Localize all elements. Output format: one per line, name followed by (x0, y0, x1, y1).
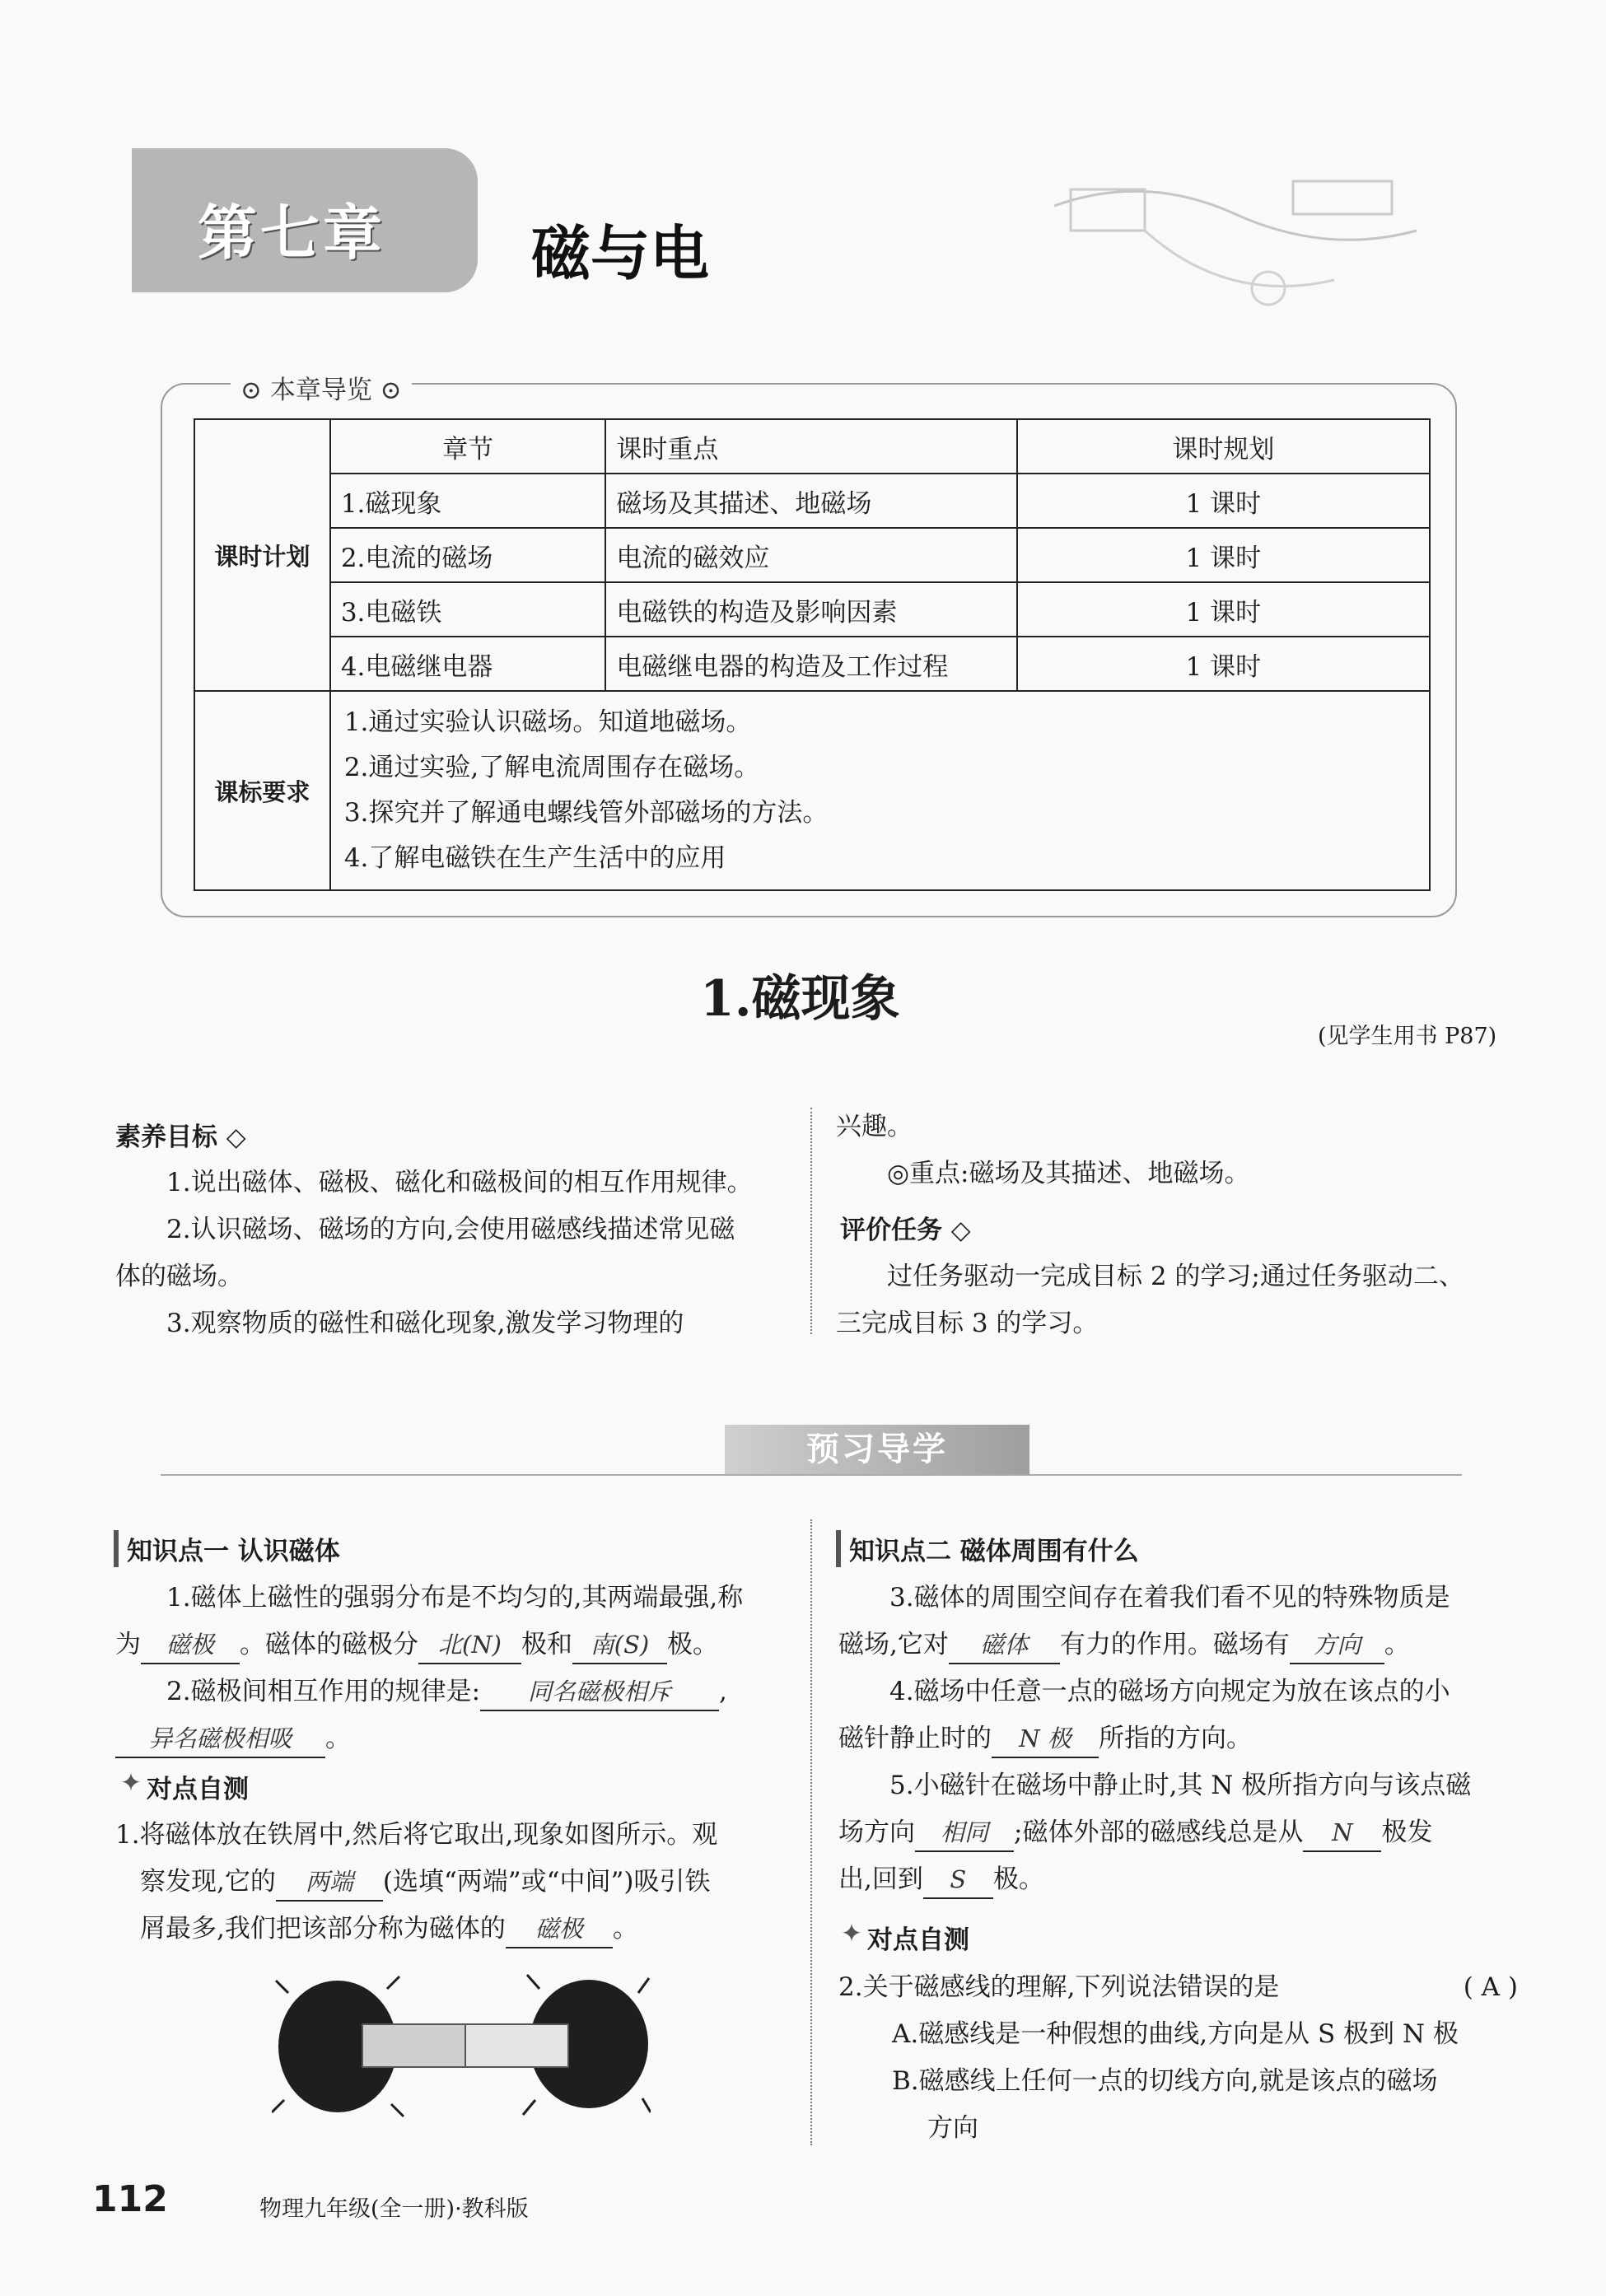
self-test-label: ✦ 对点自测 (836, 1919, 969, 1956)
kp1-heading: 知识点一 认识磁体 (114, 1530, 340, 1567)
text: 为 (115, 1630, 141, 1659)
goals-heading: 素养目标 ◇ (115, 1122, 246, 1152)
chapter-number: 第七章 (198, 198, 386, 268)
kp2-line (838, 1856, 1522, 1903)
text: 极。 (667, 1630, 718, 1659)
text: 屑最多,我们把该部分称为磁体的 (140, 1914, 506, 1944)
preview-banner: 预习导学 (725, 1425, 1029, 1474)
answer-blank: 异名磁极相吸 (115, 1720, 325, 1758)
ex1-line (115, 1859, 799, 1906)
text: 有力的作用。磁场有 (1059, 1630, 1290, 1659)
ex2-option-b: 方向 (927, 2113, 978, 2143)
row-hours: 1 课时 (1017, 582, 1430, 637)
chapter-title: 磁与电 (531, 219, 710, 288)
req-item: 3.探究并了解通电螺线管外部磁场的方法。 (343, 798, 829, 828)
answer-blank: 北(N) (418, 1626, 521, 1664)
ex2-option-a: A.磁感线是一种假想的曲线,方向是从 S 极到 N 极 (892, 2019, 1459, 2049)
ex1-line (115, 1906, 799, 1953)
row-section: 1.磁现象 (330, 474, 606, 528)
goal-item: 1.说出磁体、磁极、磁化和磁极间的相互作用规律。 (166, 1168, 753, 1197)
row-focus: 电磁继电器的构造及工作过程 (605, 637, 1016, 691)
text: 极发 (1381, 1818, 1433, 1847)
row-focus: 磁场及其描述、地磁场 (605, 474, 1016, 528)
ex2 (838, 1964, 1522, 2152)
answer-blank: 方向 (1290, 1626, 1384, 1664)
column-divider (810, 1108, 812, 1334)
header-section: 章节 (330, 419, 606, 474)
text: 极和 (521, 1630, 572, 1659)
text: 磁针静止时的 (838, 1724, 992, 1753)
table-row (194, 582, 1430, 637)
req-label: 课标要求 (194, 691, 330, 890)
kp1-q1-answers (115, 1622, 799, 1668)
text: 。 (612, 1914, 638, 1944)
kp2-line (838, 1622, 1522, 1668)
row-focus: 电磁铁的构造及影响因素 (605, 582, 1016, 637)
page-number: 112 (92, 2178, 168, 2220)
row-section: 4.电磁继电器 (330, 637, 606, 691)
answer-blank: 两端 (276, 1864, 383, 1902)
req-item: 2.通过实验,了解电流周围存在磁场。 (343, 753, 760, 782)
tasks-text (836, 1253, 1520, 1347)
banner-line (161, 1474, 1462, 1476)
row-hours: 1 课时 (1017, 474, 1430, 528)
text: 磁场,它对 (838, 1630, 949, 1659)
ex1-line: 1.将磁体放在铁屑中,然后将它取出,现象如图所示。观 (115, 1820, 718, 1850)
answer-blank: 磁体 (949, 1626, 1060, 1664)
task-line: 过任务驱动一完成目标 2 的学习;通过任务驱动二、 (887, 1262, 1464, 1291)
ex2-answer: ( A ) (1463, 1972, 1518, 2002)
answer-blank: 磁极 (506, 1911, 613, 1948)
table-row (194, 637, 1430, 691)
kp1-body (115, 1575, 799, 1762)
kp2-line: 3.磁体的周围空间存在着我们看不见的特殊物质是 (889, 1583, 1450, 1612)
text: 场方向 (838, 1818, 915, 1847)
answer-blank: N 极 (992, 1720, 1099, 1758)
row-section: 2.电流的磁场 (330, 528, 606, 582)
row-focus: 电流的磁效应 (605, 528, 1016, 582)
answer-blank: 磁极 (141, 1626, 240, 1664)
text: 极。 (992, 1864, 1044, 1894)
ex2-stem (838, 1964, 1522, 2011)
text: 。 (325, 1724, 351, 1753)
req-item: 4.了解电磁铁在生产生活中的应用 (343, 843, 726, 873)
goal-item: 3.观察物质的磁性和磁化现象,激发学习物理的 (166, 1309, 684, 1338)
decorative-sketch (1021, 156, 1466, 321)
text: 。 (1384, 1630, 1410, 1659)
self-test-label: ✦ 对点自测 (115, 1768, 249, 1805)
row-hours: 1 课时 (1017, 637, 1430, 691)
guide-label: ⊙ 本章导览 ⊙ (231, 369, 412, 406)
kp2-line (838, 1715, 1522, 1762)
row-hours: 1 课时 (1017, 528, 1430, 582)
text: , (719, 1677, 727, 1706)
magnet-iron-filings-image (272, 1968, 651, 2121)
text: 2.磁极间相互作用的规律是: (166, 1677, 481, 1706)
kp2-heading: 知识点二 磁体周围有什么 (836, 1530, 1139, 1567)
goals-list (115, 1160, 795, 1347)
header-hours: 课时规划 (1017, 419, 1430, 474)
req-item: 1.通过实验认识磁场。知道地磁场。 (343, 707, 752, 737)
goals-continued (836, 1104, 1520, 1197)
row-section: 3.电磁铁 (330, 582, 606, 637)
column-divider (810, 1519, 812, 2145)
tasks-heading: 评价任务 ◇ (840, 1216, 971, 1245)
kp2-line (838, 1809, 1522, 1856)
ex2-option-b: B.磁感线上任何一点的切线方向,就是该点的磁场 (892, 2066, 1438, 2096)
requirements (330, 691, 1430, 890)
table-row (194, 528, 1430, 582)
kp2-line: 5.小磁针在磁场中静止时,其 N 极所指方向与该点磁 (889, 1771, 1472, 1800)
task-line: 三完成目标 3 的学习。 (836, 1309, 1099, 1338)
text: ;磁体外部的磁感线总是从 (1014, 1818, 1304, 1847)
text: 出,回到 (838, 1864, 923, 1894)
answer-blank: 相同 (915, 1814, 1014, 1852)
lesson-title: 1.磁现象 (700, 970, 900, 1028)
plan-table (194, 418, 1431, 891)
lesson-ref: (见学生用书 P87) (1318, 1024, 1497, 1049)
text: 所指的方向。 (1099, 1724, 1252, 1753)
answer-blank: S (923, 1861, 993, 1899)
text: 察发现,它的 (140, 1867, 276, 1897)
header-focus: 课时重点 (605, 419, 1016, 474)
kp2-line: 4.磁场中任意一点的磁场方向规定为放在该点的小 (889, 1677, 1450, 1706)
table-row (194, 474, 1430, 528)
answer-blank: 南(S) (572, 1626, 667, 1664)
kp1-q1-line: 1.磁体上磁性的强弱分布是不均匀的,其两端最强,称 (166, 1583, 744, 1612)
text: 2.关于磁感线的理解,下列说法错误的是 (838, 1972, 1280, 2002)
key-point: ◎重点:磁场及其描述、地磁场。 (887, 1159, 1250, 1188)
kp2-body (838, 1575, 1522, 1903)
goal-item: 2.认识磁场、磁场的方向,会使用磁感线描述常见磁 (166, 1215, 735, 1244)
text: 。磁体的磁极分 (240, 1630, 418, 1659)
goal-item: 体的磁场。 (115, 1262, 243, 1291)
answer-blank: N (1303, 1814, 1381, 1852)
goal-item: 兴趣。 (836, 1112, 913, 1141)
kp1-q2-line2 (115, 1715, 799, 1762)
answer-blank: 同名磁极相斥 (480, 1673, 719, 1711)
ex1 (115, 1812, 799, 1953)
text: (选填“两端”或“中间”)吸引铁 (382, 1867, 711, 1897)
book-footer: 物理九年级(全一册)·教科版 (259, 2196, 529, 2222)
kp1-q2-line (115, 1668, 799, 1715)
plan-label: 课时计划 (194, 419, 330, 691)
